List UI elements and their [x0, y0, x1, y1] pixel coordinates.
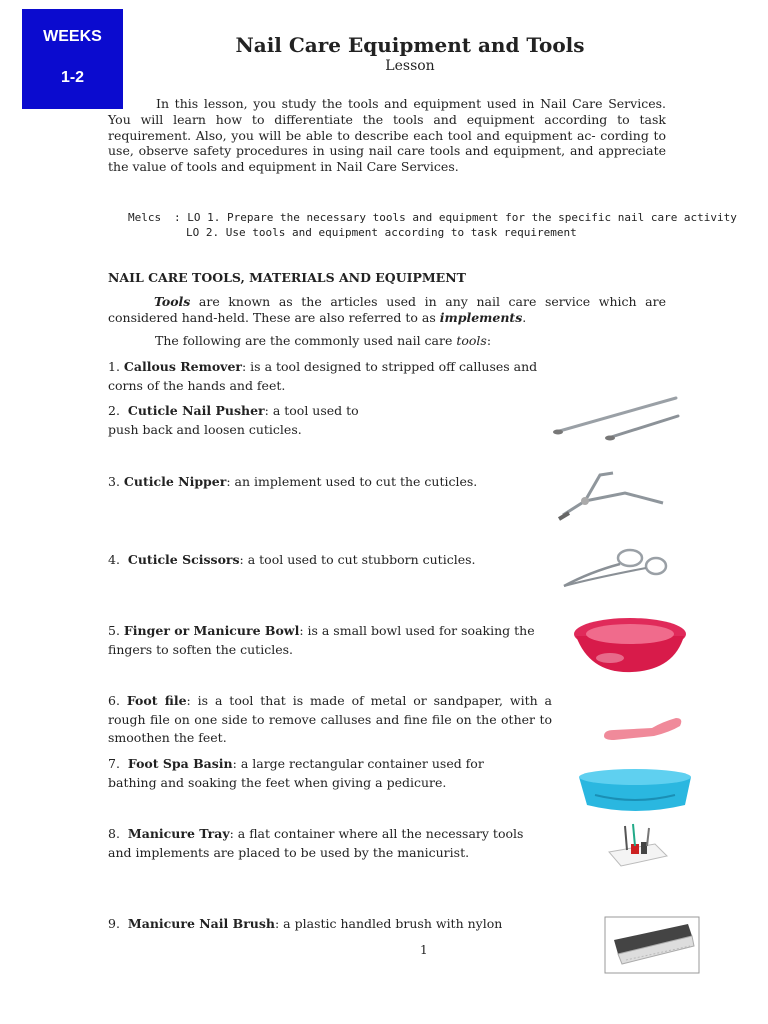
page-subtitle: Lesson: [385, 58, 435, 74]
item-desc: : is a tool that is made of metal or sandpaper, with a rough file on one side to remove calluses and fine file on the other to smoothen the feet.: [108, 693, 553, 745]
item-number: 9.: [108, 916, 120, 931]
list-item: [108, 915, 564, 934]
weeks-range: 1-2: [60, 69, 85, 86]
item-name: Manicure Tray: [127, 826, 230, 841]
cuticle-pusher-image: [548, 392, 683, 447]
list-item: [108, 692, 552, 748]
section-heading: NAIL CARE TOOLS, MATERIALS AND EQUIPMENT: [108, 270, 466, 285]
page-number: 1: [420, 943, 428, 957]
item-desc: : a plastic handled brush with nylon: [275, 916, 503, 931]
tools-definition: [108, 294, 666, 326]
implements-term: implements: [439, 309, 523, 325]
following-text: The following are the commonly used nail care: [155, 333, 457, 348]
list-item: [108, 622, 548, 659]
item-desc: : is a tool designed to stripped off calluses and corns of the hands and feet.: [108, 359, 538, 393]
item-name: Cuticle Nipper: [123, 474, 227, 489]
item-name: Cuticle Scissors: [127, 552, 240, 567]
item-number: 3.: [108, 474, 120, 489]
item-number: 5.: [108, 623, 120, 638]
list-item: [108, 755, 498, 792]
list-item: [108, 551, 478, 570]
item-name: Finger or Manicure Bowl: [123, 623, 300, 638]
list-item: [108, 358, 548, 395]
item-name: Manicure Nail Brush: [127, 916, 275, 931]
item-name: Foot file: [126, 693, 187, 708]
weeks-badge: [22, 9, 123, 109]
weeks-label: WEEKS: [43, 28, 102, 45]
tools-def-end: .: [522, 309, 527, 325]
cuticle-scissors-image: [560, 542, 670, 590]
list-item: [108, 825, 528, 862]
item-desc: : a flat container where all the necessary tools and implements are placed to be used by the manicurist.: [108, 826, 524, 860]
item-desc: : a tool used to cut stubborn cuticles.: [239, 552, 476, 567]
cuticle-nipper-image: [555, 463, 670, 525]
intro-paragraph: In this lesson, you study the tools and equipment used in Nail Care Services. You will learn how to differentiate the tools and equipment according to task requirement. Also, you will be able to describe each tool and equipment ac- cording to use, observe safety procedures in using nail care tools and equipment, and appreciate the value of tools and equipment in Nail Care Services.: [108, 96, 666, 175]
melcs-lo2: LO 2. Use tools and equipment according to task requirement: [186, 226, 577, 239]
nail-brush-image: [604, 916, 700, 974]
following-line: [155, 333, 491, 348]
foot-file-image: [600, 710, 685, 746]
list-item: [108, 402, 388, 439]
following-term: tools: [456, 333, 487, 348]
item-number: 6.: [108, 693, 120, 708]
item-number: 2.: [108, 403, 120, 418]
item-desc: : is a small bowl used for soaking the fingers to soften the cuticles.: [108, 623, 535, 657]
melcs-lo1: : LO 1. Prepare the necessary tools and equipment for the specific nail care activity: [174, 211, 737, 224]
item-number: 7.: [108, 756, 120, 771]
following-end: :: [486, 333, 492, 348]
tools-def-text: are known as the articles used in any nail care service which are considered hand-held. These are also referred to as: [108, 294, 666, 325]
item-name: Foot Spa Basin: [127, 756, 233, 771]
list-item: [108, 473, 538, 492]
manicure-tray-image: [605, 822, 670, 870]
page-title: Nail Care Equipment and Tools: [235, 33, 585, 57]
item-desc: : a tool used to push back and loosen cuticles.: [108, 403, 359, 437]
item-desc: : a large rectangular container used for bathing and soaking the feet when giving a pedicure.: [108, 756, 484, 790]
item-desc: : an implement used to cut the cuticles.: [226, 474, 478, 489]
melcs-label: Melcs: [128, 211, 162, 224]
item-number: 4.: [108, 552, 120, 567]
item-number: 8.: [108, 826, 120, 841]
tools-term: Tools: [154, 294, 191, 309]
item-name: Callous Remover: [123, 359, 242, 374]
item-name: Cuticle Nail Pusher: [127, 403, 265, 418]
manicure-bowl-image: [570, 612, 695, 677]
item-number: 1.: [108, 359, 120, 374]
foot-spa-basin-image: [575, 765, 695, 817]
